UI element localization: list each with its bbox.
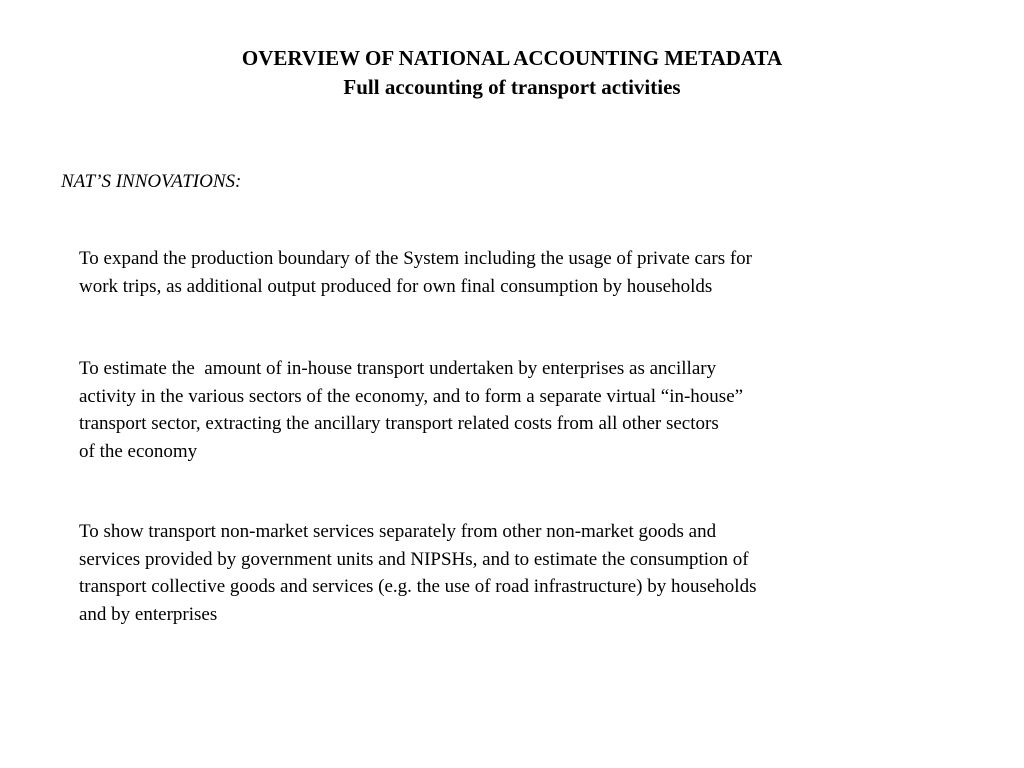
paragraph-line: services provided by government units and NIPSHs, and to estimate the consumption of (79, 548, 749, 570)
paragraph-line: To expand the production boundary of the System including the usage of private cars for (79, 248, 752, 269)
paragraph-line: To show transport non-market services separately from other non-market goods and (79, 521, 717, 542)
paragraph-line: and by enterprises (79, 603, 218, 625)
title-main: OVERVIEW OF NATIONAL ACCOUNTING METADATA (241, 46, 783, 70)
paragraph-line: transport collective goods and services (e.g. the use of road infrastructure) by households (79, 576, 757, 597)
paragraph-line: transport sector, extracting the ancillary transport related costs from all other sectors (79, 413, 719, 434)
paragraph-line: activity in the various sectors of the economy, and to form a separate virtual “in-house” (79, 385, 744, 407)
paragraph-line: To estimate the amount of in-house transport undertaken by enterprises as ancillary (79, 358, 717, 379)
paragraph-line: work trips, as additional output produced for own final consumption by households (79, 275, 713, 297)
slide-title (0, 44, 1024, 102)
paragraph-line: of the economy (79, 440, 198, 462)
paragraph-in-house-transport (79, 355, 909, 465)
paragraph-production-boundary (79, 245, 909, 300)
section-label: NAT’S INNOVATIONS: (61, 171, 242, 192)
title-subtitle: Full accounting of transport activities (343, 75, 681, 99)
paragraph-non-market-services (79, 518, 909, 628)
